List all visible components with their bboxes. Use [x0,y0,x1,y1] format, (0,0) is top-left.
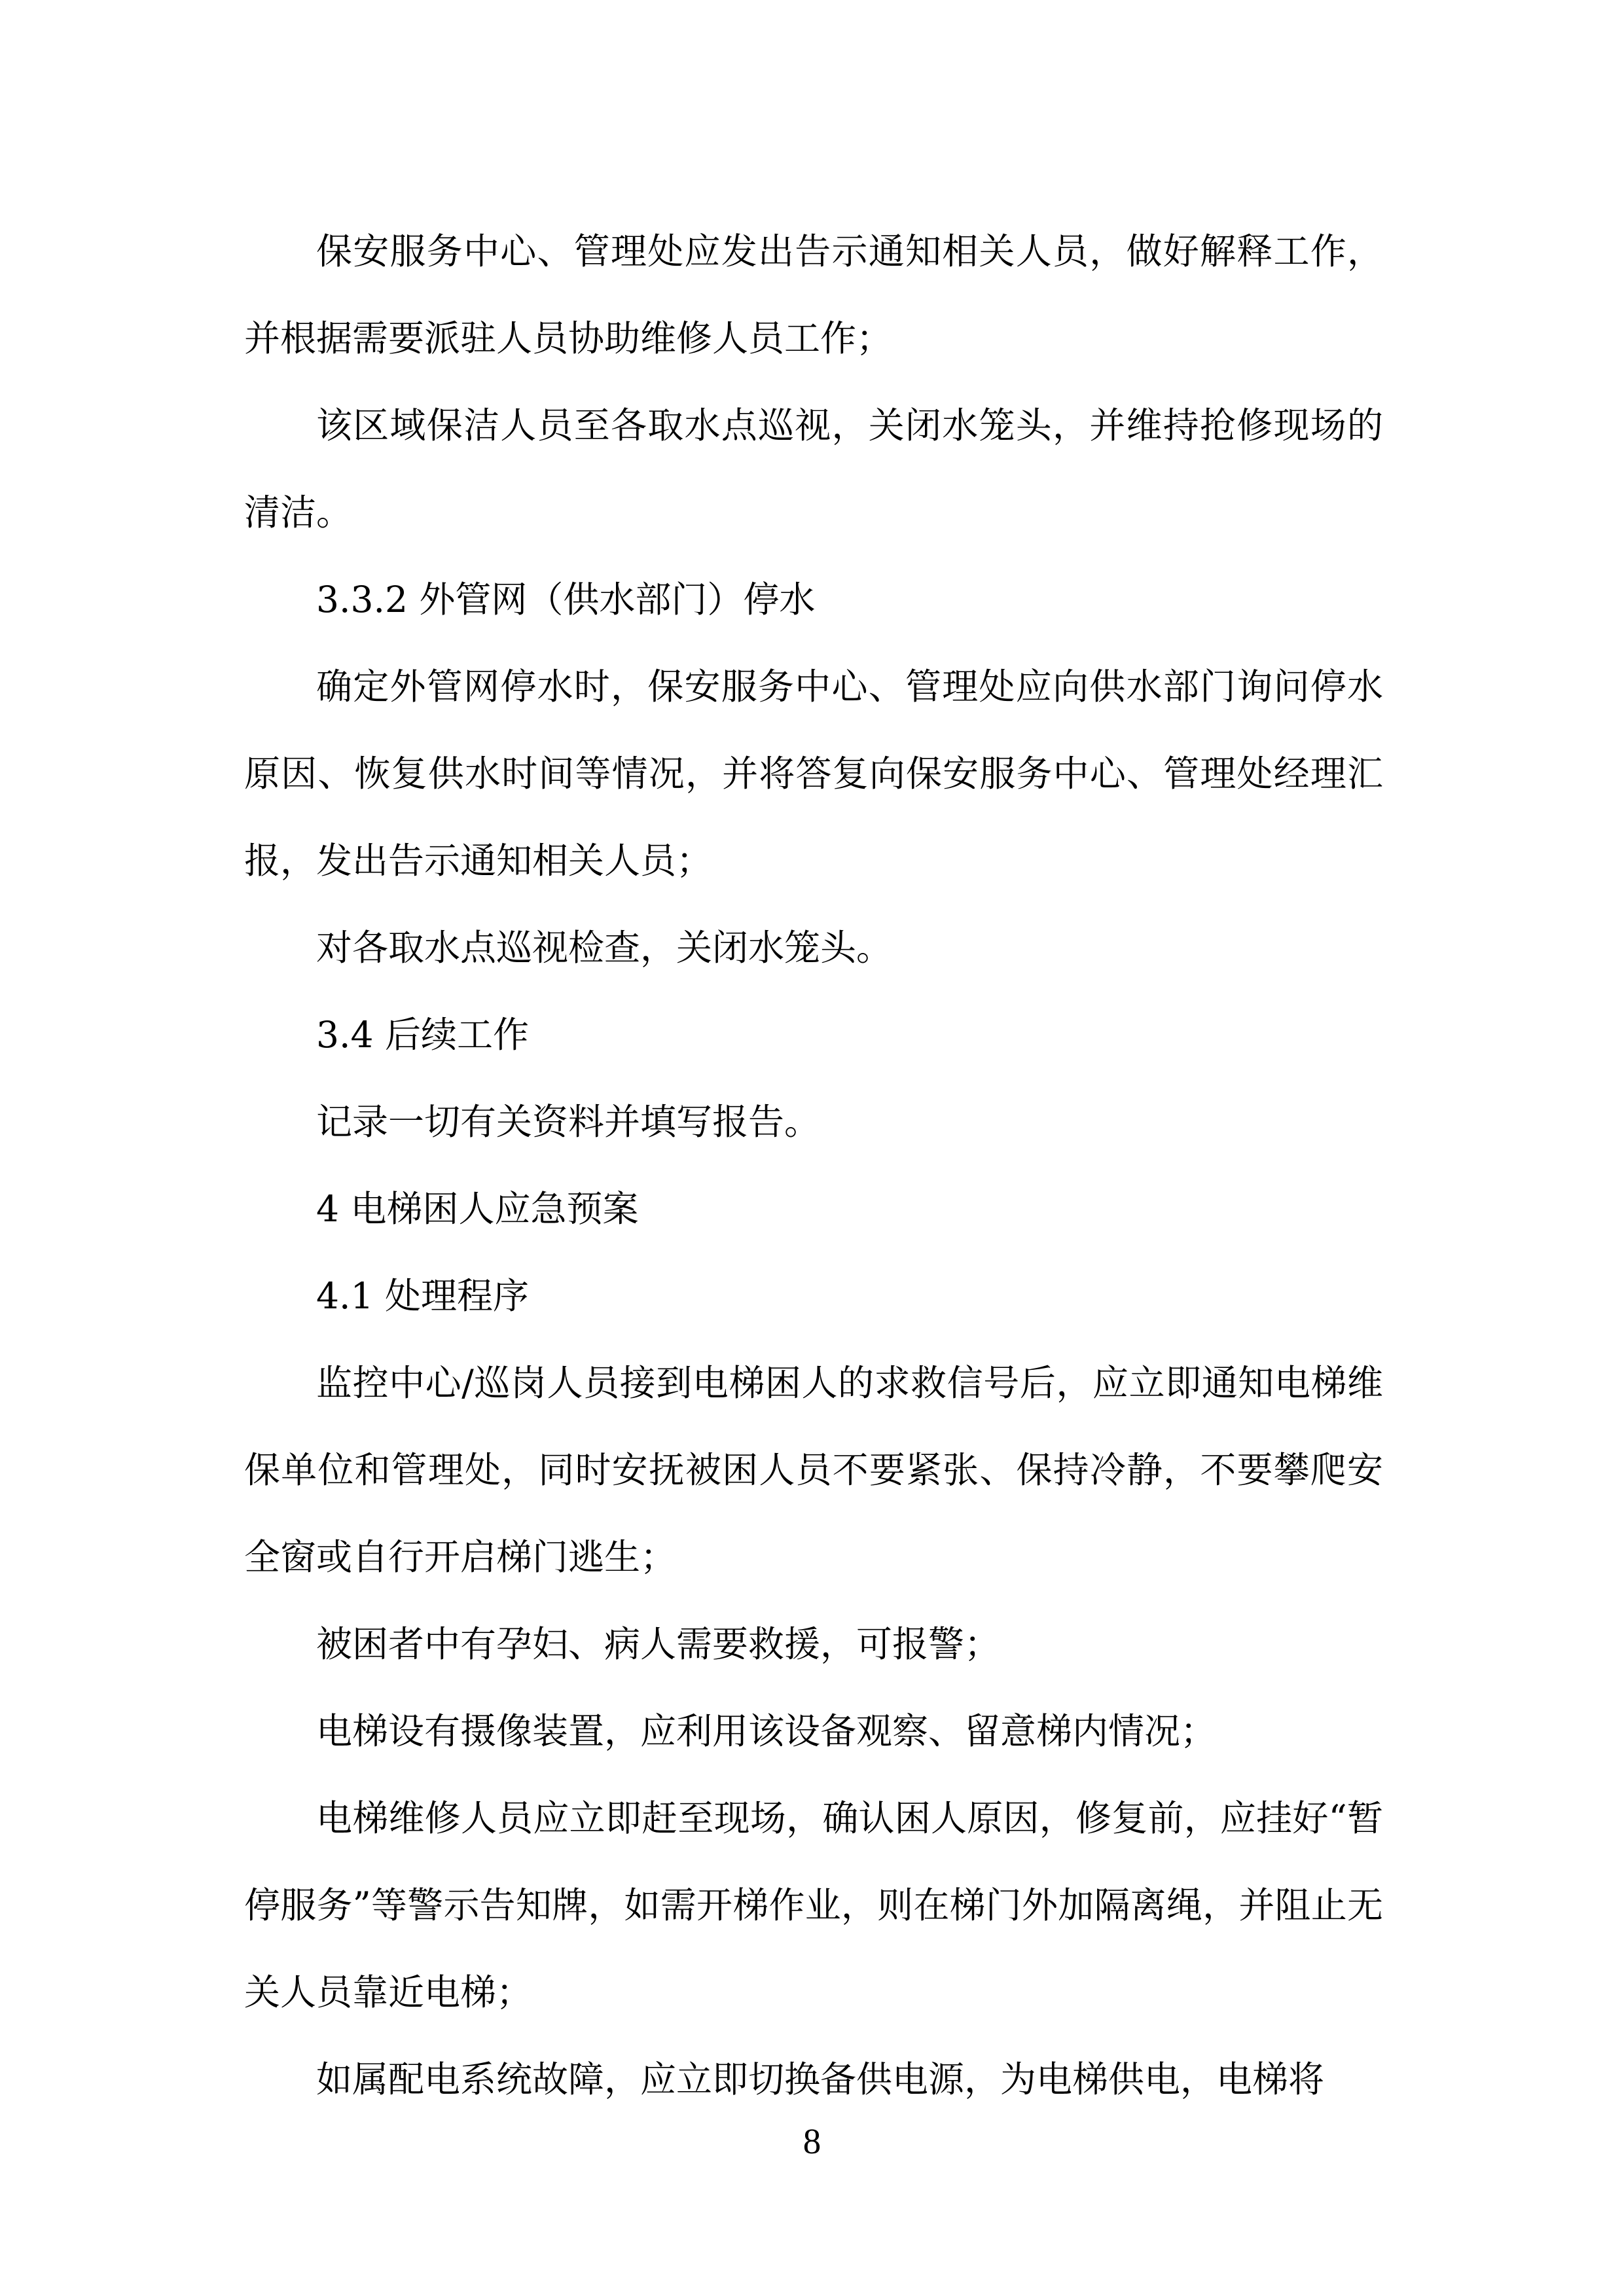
paragraph: 确定外管网停水时，保安服务中心、管理处应向供水部门询问停水原因、恢复供水时间等情况，并将答复向保安服务中心、管理处经理汇报，发出告示通知相关人员； [244,666,1383,882]
paragraph: 如属配电系统故障，应立即切换备供电源，为电梯供电，电梯将 [316,2058,1325,2100]
paragraph: 电梯维修人员应立即赶至现场，确认困人原因，修复前，应挂好“暂停服务”等警示告知牌，如需开梯作业，则在梯门外加隔离绳，并阻止无关人员靠近电梯； [244,1797,1383,2013]
section-heading: 4 电梯困人应急预案 [316,1188,639,1230]
body-text [244,208,1383,2123]
section-heading: 4.1 处理程序 [316,1275,529,1317]
paragraph: 被困者中有孕妇、病人需要救援，可报警； [316,1623,1001,1665]
page-number: 8 [803,2121,821,2161]
paragraph: 记录一切有关资料并填写报告。 [316,1101,821,1143]
paragraph: 电梯设有摄像装置，应利用该设备观察、留意梯内情况； [316,1710,1217,1752]
paragraph: 对各取水点巡视检查，关闭水笼头。 [316,927,893,969]
paragraph: 保安服务中心、管理处应发出告示通知相关人员，做好解释工作，并根据需要派驻人员协助维修人员工作； [244,230,1383,359]
paragraph: 监控中心/巡岗人员接到电梯困人的求救信号后，应立即通知电梯维保单位和管理处，同时安抚被困人员不要紧张、保持冷静，不要攀爬安全窗或自行开启梯门逃生； [244,1362,1383,1578]
paragraph: 该区域保洁人员至各取水点巡视，关闭水笼头，并维持抢修现场的清洁。 [244,404,1383,533]
section-heading: 3.4 后续工作 [316,1014,529,1056]
section-heading: 3.3.2 外管网（供水部门）停水 [316,579,816,620]
